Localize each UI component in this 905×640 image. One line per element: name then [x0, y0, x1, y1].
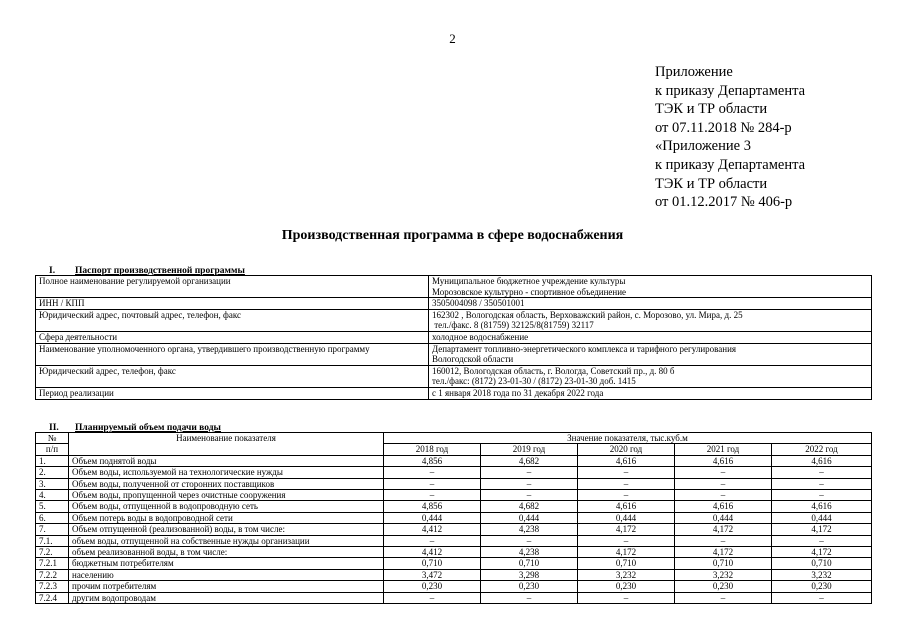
- indicator-name: объем реализованной воды, в том числе:: [69, 547, 384, 558]
- table-row: [36, 478, 872, 489]
- indicator-value: –: [578, 535, 675, 546]
- indicator-value: –: [675, 592, 772, 603]
- indicator-value: 0,230: [384, 581, 481, 592]
- header-year: 2022 год: [772, 444, 872, 455]
- passport-label: Сфера деятельности: [36, 331, 429, 343]
- passport-value-line: Департамент топливно-энергетического комплекса и тарифного регулирования: [432, 343, 737, 354]
- table-row: [36, 455, 872, 466]
- table-header-row: [36, 433, 872, 444]
- indicator-name: Объем воды, используемой на технологические нужды: [69, 467, 384, 478]
- indicator-value: 4,616: [578, 455, 675, 466]
- indicator-value: –: [481, 490, 578, 501]
- table-row: [36, 592, 872, 603]
- appendix-line: ТЭК и ТР области: [655, 175, 768, 192]
- row-number: 2.: [36, 467, 69, 478]
- indicator-value: –: [675, 535, 772, 546]
- row-number: 7.2.: [36, 547, 69, 558]
- appendix-block: [655, 63, 805, 212]
- indicator-value: 0,710: [772, 558, 872, 569]
- indicator-name: Объем потерь воды в водопроводной сети: [69, 512, 384, 523]
- indicator-value: 4,172: [772, 524, 872, 535]
- indicator-name: Объем воды, полученной от сторонних поставщиков: [69, 478, 384, 489]
- passport-value-line: Морозовское культурно - спортивное объединение: [432, 286, 627, 297]
- row-number: 7.1.: [36, 535, 69, 546]
- indicator-value: 0,230: [675, 581, 772, 592]
- indicator-value: 4,412: [384, 524, 481, 535]
- indicator-value: 3,232: [675, 569, 772, 580]
- indicator-value: –: [384, 490, 481, 501]
- appendix-line: к приказу Департамента: [655, 82, 806, 99]
- indicator-value: 0,444: [481, 512, 578, 523]
- table-row: [36, 331, 872, 343]
- table-row: [36, 490, 872, 501]
- header-year: 2019 год: [481, 444, 578, 455]
- indicator-value: –: [481, 592, 578, 603]
- table-row: [36, 569, 872, 580]
- passport-value-line: холодное водоснабжение: [432, 331, 529, 342]
- passport-value: [429, 298, 872, 310]
- table-row: [36, 343, 872, 365]
- passport-value-line: 162302 , Вологодская область, Верховажский район, с. Морозово, ул. Мира, д. 25: [432, 309, 743, 320]
- header-num: п/п: [36, 444, 69, 455]
- indicator-value: 3,232: [578, 569, 675, 580]
- indicator-value: 0,444: [578, 512, 675, 523]
- section-title: Паспорт производственной программы: [75, 266, 245, 276]
- passport-label: Период реализации: [36, 387, 429, 399]
- indicator-value: 4,616: [675, 501, 772, 512]
- passport-label: ИНН / КПП: [36, 298, 429, 310]
- row-number: 3.: [36, 478, 69, 489]
- passport-value-line: тел./факс. 8 (81759) 32125/8(81759) 32117: [432, 320, 594, 331]
- appendix-line: от 07.11.2018 № 284-р: [655, 119, 792, 136]
- row-number: 6.: [36, 512, 69, 523]
- section-title: Планируемый объем подачи воды: [75, 423, 221, 433]
- indicator-value: –: [772, 478, 872, 489]
- indicator-value: –: [481, 478, 578, 489]
- table-row: [36, 535, 872, 546]
- indicator-value: –: [578, 592, 675, 603]
- table-row: [36, 524, 872, 535]
- passport-value: [429, 365, 872, 387]
- passport-value: [429, 309, 872, 331]
- section-number: I.: [49, 266, 56, 276]
- indicator-name: объем воды, отпущенной на собственные нужды организации: [69, 535, 384, 546]
- indicator-value: –: [675, 478, 772, 489]
- indicator-value: 0,710: [481, 558, 578, 569]
- indicator-value: 4,172: [675, 524, 772, 535]
- section-number: II.: [49, 423, 59, 433]
- indicator-value: 4,856: [384, 501, 481, 512]
- indicator-value: 4,616: [578, 501, 675, 512]
- header-value-group: Значение показателя, тыс.куб.м: [384, 433, 872, 444]
- indicator-value: 4,616: [772, 501, 872, 512]
- row-number: 1.: [36, 455, 69, 466]
- indicator-name: Объем поднятой воды: [69, 455, 384, 466]
- indicator-value: –: [772, 467, 872, 478]
- indicator-value: 0,230: [481, 581, 578, 592]
- passport-value-line: Вологодской области: [432, 354, 514, 365]
- indicator-value: 4,616: [675, 455, 772, 466]
- indicator-value: 4,856: [384, 455, 481, 466]
- appendix-line: от 01.12.2017 № 406-р: [655, 194, 793, 211]
- indicator-value: –: [772, 535, 872, 546]
- row-number: 5.: [36, 501, 69, 512]
- indicator-value: –: [481, 467, 578, 478]
- header-name: Наименование показателя: [69, 433, 384, 456]
- table-row: [36, 512, 872, 523]
- indicator-value: 3,298: [481, 569, 578, 580]
- indicator-value: 4,682: [481, 501, 578, 512]
- passport-value-line: с 1 января 2018 года по 31 декабря 2022 года: [432, 387, 604, 398]
- indicator-value: –: [772, 592, 872, 603]
- header-year: 2020 год: [578, 444, 675, 455]
- indicator-name: другим водопроводам: [69, 592, 384, 603]
- table-row: [36, 581, 872, 592]
- passport-value-line: Муниципальное бюджетное учреждение культуры: [432, 276, 626, 286]
- row-number: 4.: [36, 490, 69, 501]
- header-num: №: [36, 433, 69, 444]
- indicator-value: 4,238: [481, 547, 578, 558]
- indicator-value: –: [772, 490, 872, 501]
- indicator-value: 0,710: [578, 558, 675, 569]
- page-number: 2: [449, 31, 456, 46]
- appendix-line: к приказу Департамента: [655, 156, 806, 173]
- table-row: [36, 467, 872, 478]
- indicator-value: –: [481, 535, 578, 546]
- passport-value-line: 3505004098 / 350501001: [432, 298, 525, 309]
- row-number: 7.2.2: [36, 569, 69, 580]
- indicator-value: 4,412: [384, 547, 481, 558]
- passport-label: Юридический адрес, телефон, факс: [36, 365, 429, 387]
- indicator-name: прочим потребителям: [69, 581, 384, 592]
- table-row: [36, 365, 872, 387]
- indicator-value: –: [578, 467, 675, 478]
- header-year: 2018 год: [384, 444, 481, 455]
- passport-value: [429, 343, 872, 365]
- indicator-value: –: [578, 478, 675, 489]
- indicator-value: 0,710: [384, 558, 481, 569]
- indicator-value: –: [675, 490, 772, 501]
- indicator-name: Объем воды, отпущенной в водопроводную сеть: [69, 501, 384, 512]
- passport-value: [429, 387, 872, 399]
- table-row: [36, 276, 872, 298]
- indicator-value: 0,444: [675, 512, 772, 523]
- indicator-value: –: [384, 467, 481, 478]
- indicator-value: 0,230: [578, 581, 675, 592]
- passport-table: [35, 275, 872, 400]
- table-row: [36, 501, 872, 512]
- row-number: 7.: [36, 524, 69, 535]
- table-row: [36, 309, 872, 331]
- passport-label: Наименование уполномоченного органа, утвердившего производственную программу: [36, 343, 429, 365]
- water-volume-table: [35, 432, 872, 604]
- indicator-name: Объем воды, пропущенной через очистные сооружения: [69, 490, 384, 501]
- indicator-value: 3,232: [772, 569, 872, 580]
- header-year: 2021 год: [675, 444, 772, 455]
- indicator-value: 0,230: [772, 581, 872, 592]
- passport-value: [429, 331, 872, 343]
- appendix-line: ТЭК и ТР области: [655, 101, 768, 118]
- passport-value-line: тел./факс: (8172) 23-01-30 / (8172) 23-01-30 доб. 1415: [432, 376, 636, 387]
- appendix-line: Приложение: [655, 64, 733, 80]
- indicator-name: бюджетным потребителям: [69, 558, 384, 569]
- indicator-value: –: [384, 592, 481, 603]
- table-row: [36, 547, 872, 558]
- indicator-value: –: [578, 490, 675, 501]
- table-row: [36, 298, 872, 310]
- indicator-value: 4,238: [481, 524, 578, 535]
- table-row: [36, 558, 872, 569]
- indicator-value: 4,616: [772, 455, 872, 466]
- passport-label: Полное наименование регулируемой организации: [36, 276, 429, 298]
- row-number: 7.2.3: [36, 581, 69, 592]
- row-number: 7.2.1: [36, 558, 69, 569]
- indicator-value: –: [384, 478, 481, 489]
- table-row: [36, 387, 872, 399]
- indicator-value: 4,172: [675, 547, 772, 558]
- indicator-value: 4,172: [772, 547, 872, 558]
- indicator-value: 0,444: [772, 512, 872, 523]
- indicator-value: 4,172: [578, 524, 675, 535]
- passport-value: [429, 276, 872, 298]
- indicator-value: 3,472: [384, 569, 481, 580]
- indicator-value: 0,710: [675, 558, 772, 569]
- indicator-name: населению: [69, 569, 384, 580]
- document-title: Производственная программа в сфере водоснабжения: [281, 228, 624, 243]
- indicator-value: 4,172: [578, 547, 675, 558]
- indicator-name: Объем отпущенной (реализованной) воды, в том числе:: [69, 524, 384, 535]
- appendix-line: «Приложение 3: [655, 138, 751, 155]
- indicator-value: 4,682: [481, 455, 578, 466]
- indicator-value: –: [384, 535, 481, 546]
- indicator-value: –: [675, 467, 772, 478]
- indicator-value: 0,444: [384, 512, 481, 523]
- row-number: 7.2.4: [36, 592, 69, 603]
- passport-value-line: 160012, Вологодская область, г. Вологда, Советский пр., д. 80 б: [432, 365, 675, 376]
- passport-label: Юридический адрес, почтовый адрес, телефон, факс: [36, 309, 429, 331]
